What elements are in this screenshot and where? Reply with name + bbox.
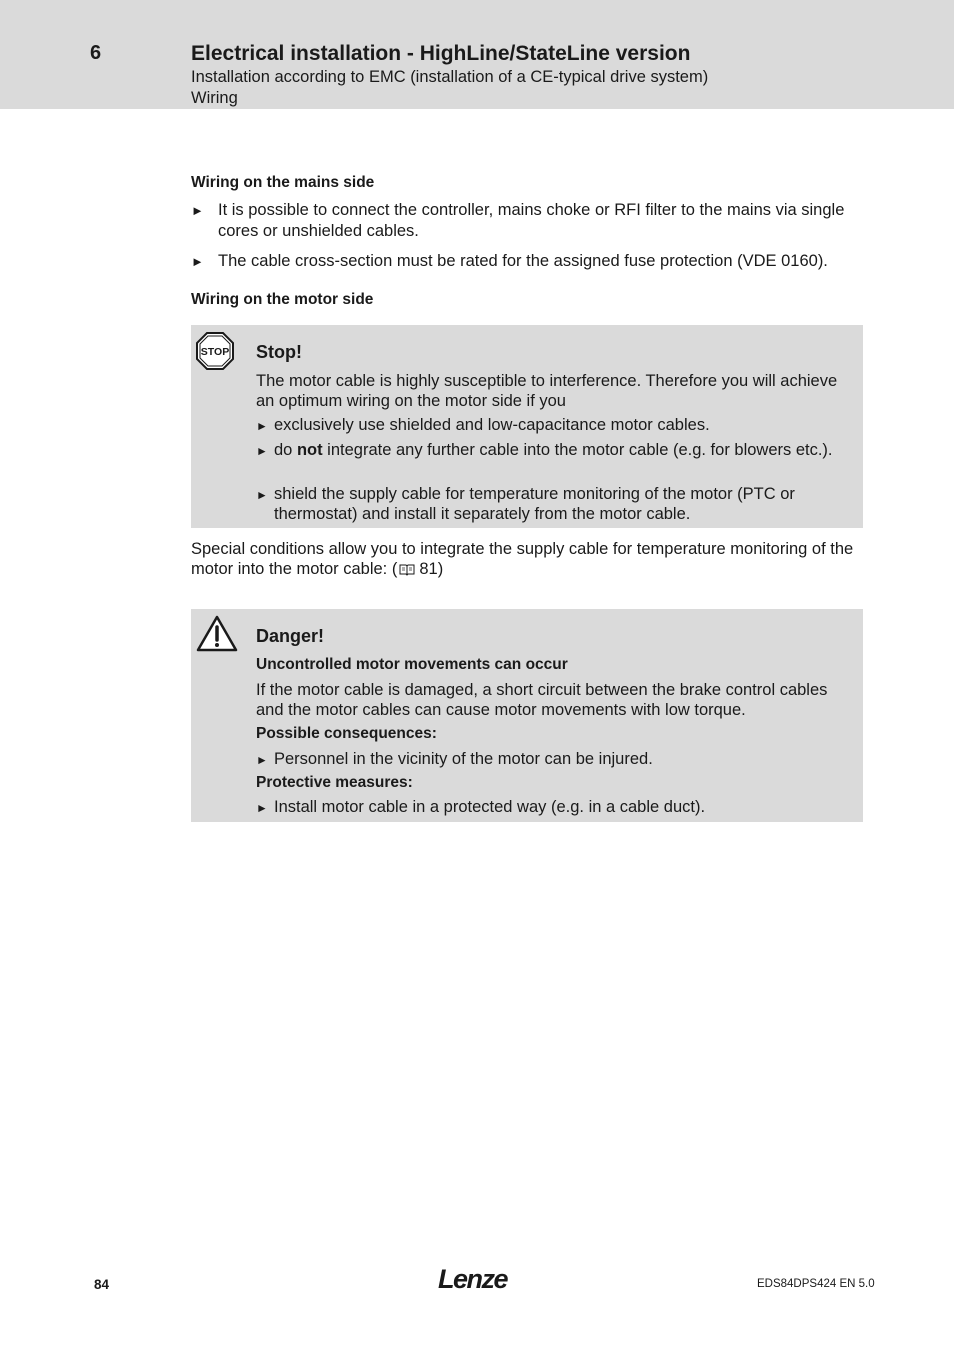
lenze-logo: Lenze <box>438 1264 508 1294</box>
stop-sign-icon <box>196 332 234 370</box>
chapter-number: 6 <box>90 42 102 64</box>
bullet-arrow-icon: ► <box>256 444 268 458</box>
danger-description: If the motor cable is damaged, a short circuit between the brake control cables and the motor cables can cause motor movements with low torque. <box>256 681 828 719</box>
book-icon <box>399 563 415 576</box>
special-conditions-paragraph: Special conditions allow you to integrate the supply cable for temperature monitoring of the motor into the motor cable: ( 81) <box>191 540 854 578</box>
subsection-subtitle: Wiring <box>191 89 238 107</box>
danger-title: Danger! <box>256 626 325 646</box>
danger-note: Danger! Uncontrolled motor movements can occur If the motor cable is damaged, a short circuit between the brake control cables and the motor cables can cause motor movements with low torque. Possible consequences: ► Personnel in the vicinity of the motor can be injured. Protective measures: ► Install motor cable in a protected way (e.g. in a cable duct). <box>191 609 863 822</box>
measures-label: Protective measures: <box>256 774 413 791</box>
section-subtitle: Installation according to EMC (installation of a CE-typical drive system) <box>191 68 709 86</box>
stop-note: STOP Stop! The motor cable is highly susceptible to interference. Therefore you will achieve an optimum wiring on the motor side if you ► exclusively use shielded and low-capacitance motor cables. ► do not integrate any further cable into the motor cable (e.g. for blowers etc.). ► shield the supply cable for temperature monitoring of the motor (PTC or thermostat) and install it separately from the motor cable. <box>191 325 863 528</box>
chapter-title: Electrical installation - HighLine/StateLine version <box>191 42 691 65</box>
stop-intro: The motor cable is highly susceptible to interference. Therefore you will achieve an optimum wiring on the motor side if you <box>256 372 838 410</box>
page-reference-link[interactable]: 81 <box>419 560 438 578</box>
bullet-arrow-icon: ► <box>256 801 268 815</box>
bullet-arrow-icon: ► <box>191 254 204 269</box>
bullet-arrow-icon: ► <box>256 753 268 767</box>
bullet-text: It is possible to connect the controller, mains choke or RFI filter to the mains via single cores or unshielded cables. <box>218 201 845 240</box>
bullet-arrow-icon: ► <box>256 419 268 433</box>
bullet-arrow-icon: ► <box>191 203 204 218</box>
consequences-label: Possible consequences: <box>256 725 437 742</box>
motor-heading: Wiring on the motor side <box>191 291 374 308</box>
warning-triangle-icon <box>196 615 238 653</box>
bullet-arrow-icon: ► <box>256 488 268 502</box>
bullet-text: The cable cross-section must be rated for the assigned fuse protection (VDE 0160). <box>218 252 828 270</box>
svg-text:STOP: STOP <box>200 346 230 358</box>
danger-subheading: Uncontrolled motor movements can occur <box>256 656 568 673</box>
page-number: 84 <box>94 1277 110 1292</box>
document-id: EDS84DPS424 EN 5.0 <box>757 1278 875 1290</box>
mains-heading: Wiring on the mains side <box>191 174 375 191</box>
stop-title: Stop! <box>256 342 302 362</box>
